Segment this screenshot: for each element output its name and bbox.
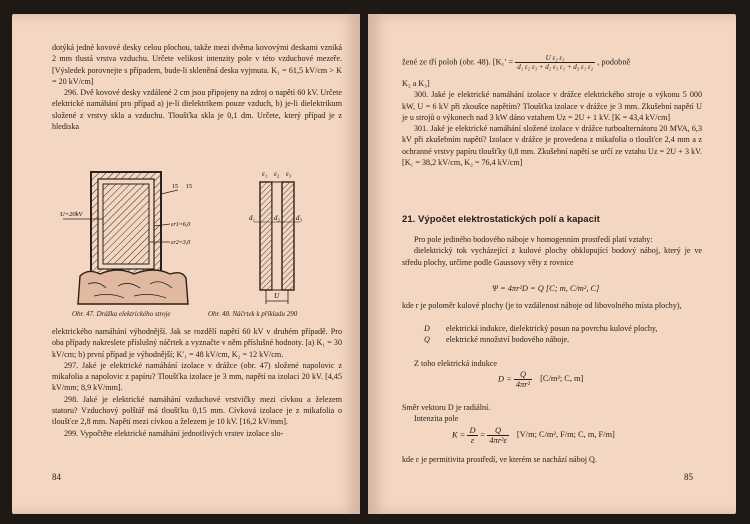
z-toho-label: Z toho elektrická indukce (414, 359, 497, 368)
section-intro: Pro pole jediného bodového náboje v homogenním prostředí platí vztahy: dielektrický tok vycházející z kulové plochy obklopující bodový náboj, který je ve středu plochy, určíme podle Gaussovy věty z rovnice (402, 235, 702, 267)
fig48-label-d3: d₃ (296, 214, 302, 222)
problem-301: 301. Jaké je elektrické namáhání složené izolace v drážce turboalternátoru 20 MVA, 6,3 kV při zkušebním napětí? Izolace v drážce je provedena z mikafolia o tloušťce 2,4 mm a z ochranné vrstvy papíru tloušťky 0,8 mm. Zkušební napětí se určí ze vztahu Uz = 2U + 3 kV. [K₁ = 38,2 kV/cm, K₂ = 76,4 kV/cm] (402, 124, 702, 168)
stone-base (78, 270, 188, 304)
equation-gauss: Ψ = 4πr²D = Q [C; m, C/m², C] (492, 284, 600, 293)
problem-297: 297. Jaké je elektrické namáhání izolace v drážce (obr. 47) složené napolovic z mikafolia a napolovic z papíru? Tloušťka izolace je 3 mm, napětí na izolaci 20 kV. [4,45 kV/mm; 8,9 kV/mm]. (52, 360, 342, 393)
definition-q: Q elektrické množství bodového náboje. (424, 335, 570, 345)
equation-d: D = $\frac{Q}{\text{4πr²}}$ [C/m²; C, m] (498, 370, 584, 389)
problem-298: 298. Jaké je elektrické namáhání vzduchové vrstvičky mezi cívkou a železem statoru? Vzduchový polštář má tloušťku 0,15 mm. Cívková izolace je z mikafolia o tloušťce 2,8 mm. Napětí mezi cívkou a železem je 10 kV. [16,2 kV/mm]. (52, 394, 342, 427)
fig47-label-d2: 15 (186, 184, 192, 190)
fig47-label-d1: 15 (172, 184, 178, 190)
problem-296: 296. Dvě kovové desky vzdálené 2 cm jsou připojeny na zdroj o napětí 60 kV. Určete elektrické namáhání pro případ a) je-li dielektrikem pouze vzduch, b) je-li dielektrikum složené z vrstvy skla a vzduchu. Tloušťka skla je 0,1 dm. Určete, který případ je z hlediska (52, 88, 342, 132)
fig48-label-d1: d₁ (249, 214, 255, 222)
problem-300: 300. Jaké je elektrické namáhání izolace v drážce elektrického stroje o výkonu 5 000 kW, U = 6 kV při zkoušce napětím? Tloušťka izolace v drážce je 3 mm. Zkušební napětí U je u strojů o výkonech nad 3 kW dáno vztahem Uz = 2U + 1 kV. [K = 43,4 kV/cm] (402, 90, 702, 122)
figure-47 (58, 164, 218, 310)
paragraph-top: dotýká jedné kovové desky celou plochou, takže mezi dvěma kovovými deskami vzniká 2 mm tlustá vrstva vzduchu. Určete velikost intenzity pole v této vzduchové mezeře. [Výsledek porovnejte s případem, bude-li skleněná deska vyjmuta. K₁ = 61,5 kV/cm > K = 20 kV/cm] 296. Dvě kovové desky vzdálené 2 cm jsou připojeny na zdroj o napětí 60 kV. Určete elektrické namáhání pro případ a) je-li dielektrikem pouze vzduch, b) je-li dielektrikum složené z vrstvy skla a vzduchu. Tloušťka skla je 0,1 dm. Určete, který případ je z hlediska (52, 43, 342, 132)
vector-direction: Směr vektoru D je radiální. Intenzita pole (402, 403, 491, 424)
equation-k: K = $\frac{D}{\varepsilon}$ = $\frac{Q}{\text{4πr²ε}}$ [V/m; C/m², F/m; C, m, F/m] (452, 426, 615, 445)
page-number-left: 84 (52, 472, 61, 482)
fig48-label-u: U (274, 292, 280, 300)
fig47-label-er2: εr2=3,0 (171, 240, 191, 246)
page-number-right: 85 (684, 472, 693, 482)
where-epsilon: kde ε je permitivita prostředí, ve kterém se nachází náboj Q. (402, 455, 597, 464)
formula-k1: žené ze tří poloh (obr. 48). [K₁′ = $\frac{\text{U ε₂ ε₃}}{\text{d₁ ε₂ ε₃ + d₂ ε₃ ε₁ + d₃ ε₁ ε₂}}$ , podobně (402, 54, 631, 71)
right-top-text: K₂ a K₃] 300. Jaké je elektrické namáhání izolace v drážce elektrického stroje o výkonu 5 000 kW, U = 6 kV při zkoušce napětím? Tloušťka izolace v drážce je 3 mm. Zkušební napětí U je u strojů o výkonech nad 3 kW dáno vztahem Uz = 2U + 1 kV. [K = 43,4 kV/cm] 301. Jaké je elektrické namáhání složené izolace v drážce turboalternátoru 20 MVA, 6,3 kV při zkušebním napětí? Izolace v drážce je provedena z mikafolia o tloušťce 2,4 mm a z ochranné vrstvy papíru tloušťky 0,8 mm. Zkušební napětí se určí ze vztahu Uz = 2U + 3 kV. [K₁ = 38,2 kV/cm, K₂ = 76,4 kV/cm] (402, 79, 702, 168)
problem-299: 299. Vypočtěte elektrické namáhání jednotlivých vrstev izolace slo- (64, 428, 284, 438)
fig48-label-d2: d₂ (274, 214, 280, 222)
section-title: 21. Výpočet elektrostatických polí a kapacit (402, 214, 600, 225)
paragraph-bottom: elektrického namáhání výhodnější. Jak se rozdělí napětí 60 kV v druhém případě. Pro oba případy nakreslete příslušný náčrtek a vyznačte v něm příslušné hodnoty. [a) K₁ = 30 kV/cm; b) první případ je výhodnější; K′₁ = 48 kV/cm, K₂ = 12 kV/cm. 297. Jaké je elektrické namáhání izolace v drážce (obr. 47) složené napolovic z mikafolia a napolovic z papíru? Tloušťka izolace je 3 mm, napětí na izolaci 20 kV. [4,45 kV/mm; 8,9 kV/mm]. 298. Jaké je elektrické namáhání vzduchové vrstvičky mezi cívkou a železem statoru? Vzduchový polštář má tloušťku 0,15 mm. Cívková izolace je z mikafolia o tloušťce 2,8 mm. Napětí mezi cívkou a železem je 10 kV. [16,2 kV/mm]. 299. Vypočtěte elektrické namáhání jednotlivých vrstev izolace slo- (52, 327, 342, 438)
where-r: kde r je poloměr kulové plochy (je to vzdálenost náboje od libovolného místa plochy), (402, 301, 682, 310)
fig47-label-er1: εr1=6,0 (171, 222, 191, 228)
caption-48: Obr. 48. Náčrtek k příkladu 290 (208, 310, 298, 318)
definitions-list (424, 323, 702, 346)
left-page (12, 14, 360, 514)
fig48-label-e1: ε₁ (262, 170, 268, 178)
fig48-label-e2: ε₂ (274, 170, 280, 178)
caption-47: Obr. 47. Drážka elektrického stroje (72, 310, 171, 318)
definition-d: D elektrická indukce, dielektrický posun na povrchu kulové plochy, (424, 324, 658, 333)
slot-inner (103, 184, 149, 264)
fig47-label-u: U=20kV (60, 211, 83, 218)
figure-48 (234, 164, 320, 310)
fig48-label-e3: ε₃ (286, 170, 292, 178)
right-page (368, 14, 736, 514)
